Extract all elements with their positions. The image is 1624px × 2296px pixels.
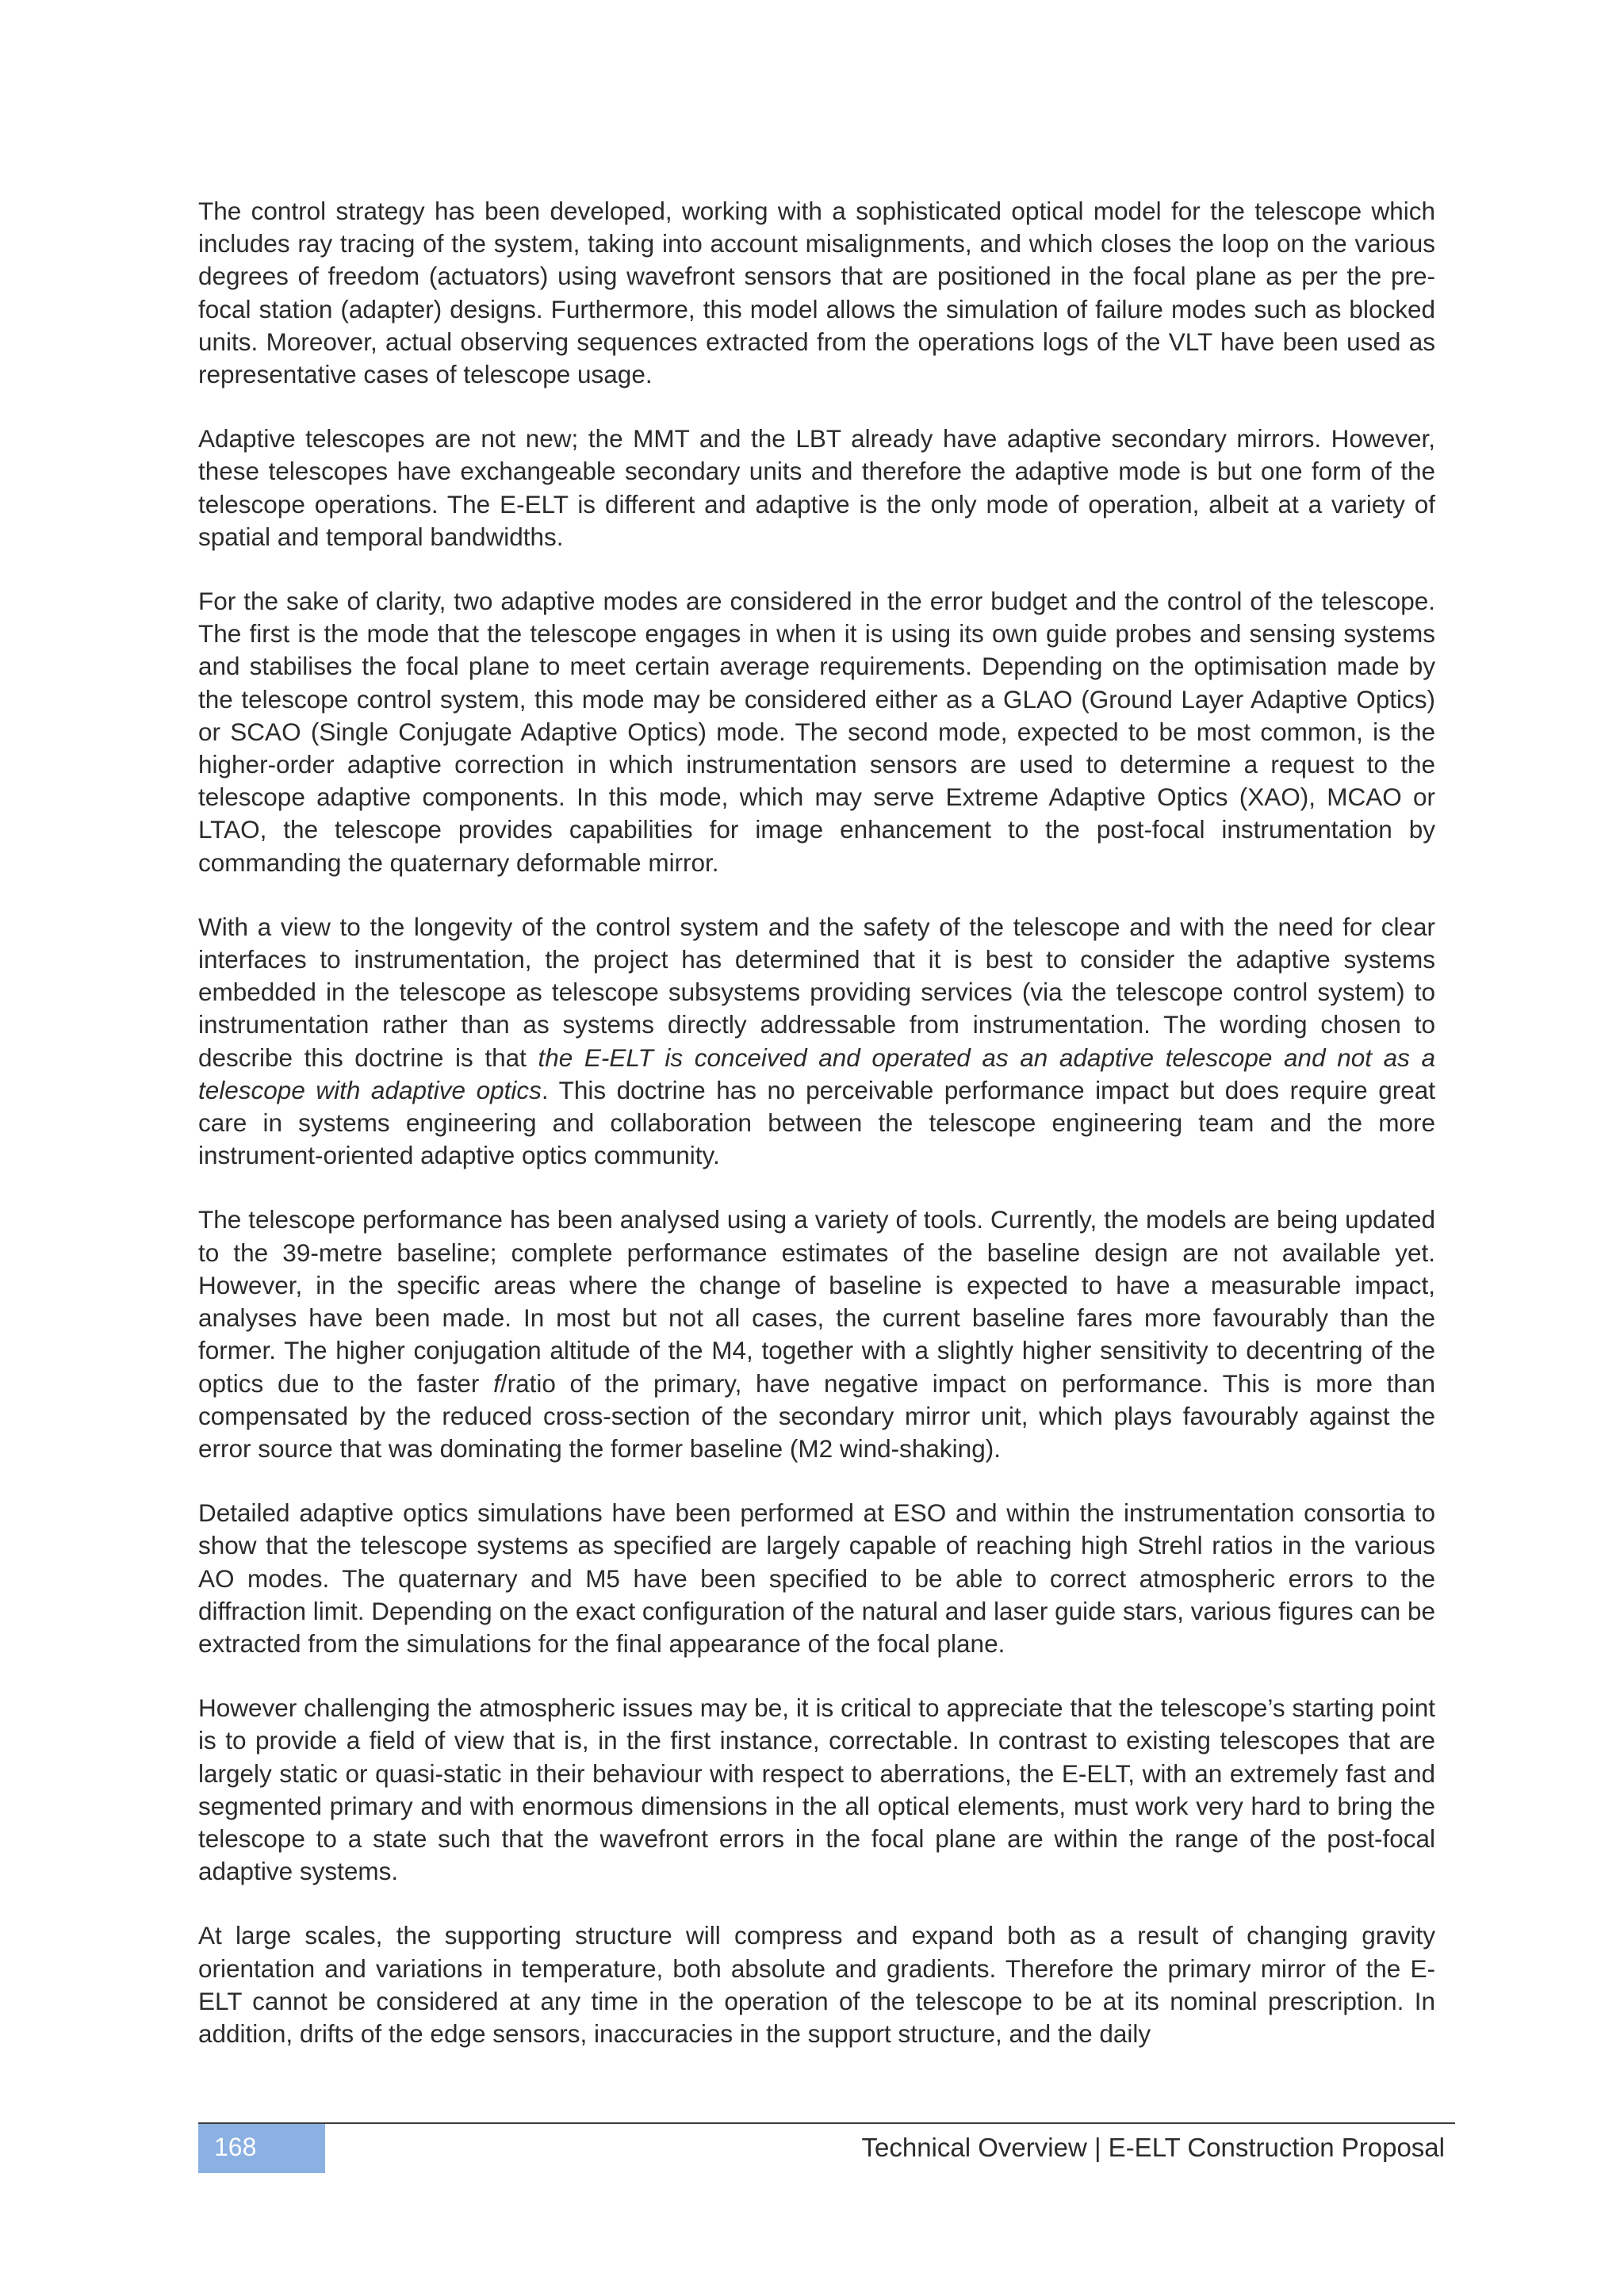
f-ratio-emphasis: f <box>493 1368 500 1398</box>
doctrine-emphasis: the E-ELT is conceived and operated as an adaptive telescope and not as a telescope with adaptive optics <box>198 1043 1435 1104</box>
paragraph-large-scales: At large scales, the supporting structure will compress and expand both as a result of changing gravity orientation and variations in temperature, both absolute and gradients. Therefore the primary mirror of the E-ELT cannot be considered at any time in the operation of the telescope to be at its nominal prescription. In addition, drifts of the edge sensors, inaccuracies in the support structure, and the daily <box>198 1921 1435 2048</box>
paragraph-ao-simulations: Detailed adaptive optics simulations have been performed at ESO and within the instrumentation consortia to show that the telescope systems as specified are largely capable of reaching high Strehl ratios in the various AO modes. The quaternary and M5 have been specified to be able to correct atmospheric errors to the diffraction limit. Depending on the exact configuration of the natural and laser guide stars, various figures can be extracted from the simulations for the final appearance of the focal plane. <box>198 1498 1435 1658</box>
paragraph-control-strategy: The control strategy has been developed, working with a sophisticated optical model for the telescope which includes ray tracing of the system, taking into account misalignments, and which closes the loop on the various degrees of freedom (actuators) using wavefront sensors that are positioned in the focal plane as per the pre-focal station (adapter) designs. Furthermore, this model allows the simulation of failure modes such as blocked units. Moreover, actual observing sequences extracted from the operations logs of the VLT have been used as representative cases of telescope usage. <box>198 197 1435 389</box>
paragraph-adaptive-telescopes: Adaptive telescopes are not new; the MMT and the LBT already have adaptive secondary mirrors. However, these telescopes have exchangeable secondary units and therefore the adaptive mode is but one form of the telescope operations. The E-ELT is different and adaptive is the only mode of operation, albeit at a variety of spatial and temporal bandwidths. <box>198 424 1435 551</box>
doctrine-text-before: With a view to the longevity of the control system and the safety of the telescope and with the need for clear interfaces to instrumentation, the project has determined that it is best to consider the adaptive systems embedded in the telescope as telescope subsystems providing services (via the telescope control system) to instrumentation rather than as systems directly addressable from instrumentation. The wording chosen to describe this doctrine is that <box>198 912 1435 1072</box>
paragraph-atmospheric-issues: However challenging the atmospheric issues may be, it is critical to appreciate that the telescope’s starting point is to provide a field of view that is, in the first instance, correctable. In contrast to existing telescopes that are largely static or quasi-static in their behaviour with respect to aberrations, the E-ELT, with an extremely fast and segmented primary and with enormous dimensions in the all optical elements, must work very hard to bring the telescope to a state such that the wavefront errors in the focal plane are within the range of the post-focal adaptive systems. <box>198 1693 1435 1886</box>
paragraph-adaptive-modes: For the sake of clarity, two adaptive modes are considered in the error budget and the control of the telescope. The first is the mode that the telescope engages in when it is using its own guide probes and sensing systems and stabilises the focal plane to meet certain average requirements. Depending on the optimisation made by the telescope control system, this mode may be considered either as a GLAO (Ground Layer Adaptive Optics) or SCAO (Single Conjugate Adaptive Optics) mode. The second mode, expected to be most common, is the higher-order adaptive correction in which instrumentation sensors are used to determine a request to the telescope adaptive components. In this mode, which may serve Extreme Adaptive Optics (XAO), MCAO or LTAO, the telescope provides capabilities for image enhancement to the post-focal instrumentation by commanding the quaternary deformable mirror. <box>198 587 1435 877</box>
performance-text-after: /ratio of the primary, have negative impact on performance. This is more than compensated by the reduced cross-section of the secondary mirror unit, which plays favourably against the error source that was dominating the former baseline (M2 wind-shaking). <box>198 1368 1435 1463</box>
paragraph-performance <box>198 1203 1435 1465</box>
doctrine-text-after: . This doctrine has no perceivable performance impact but does require great care in systems engineering and collaboration between the telescope engineering team and the more instrument-oriented adaptive optics community. <box>198 1075 1435 1170</box>
performance-text-before: The telescope performance has been analysed using a variety of tools. Currently, the models are being updated to the 39-metre baseline; complete performance estimates of the baseline design are not available yet. However, in the specific areas where the change of baseline is expected to have a measurable impact, analyses have been made. In most but not all cases, the current baseline fares more favourably than the former. The higher conjugation altitude of the M4, together with a slightly higher sensitivity to decentring of the optics due to the faster <box>198 1205 1435 1398</box>
paragraph-doctrine <box>198 911 1435 1173</box>
document-body <box>198 195 1435 2082</box>
page-number: 168 <box>214 2133 257 2161</box>
footer-divider <box>198 2122 1455 2124</box>
page-number-box <box>198 2124 325 2173</box>
footer-title: Technical Overview | E-ELT Construction Proposal <box>861 2133 1445 2162</box>
